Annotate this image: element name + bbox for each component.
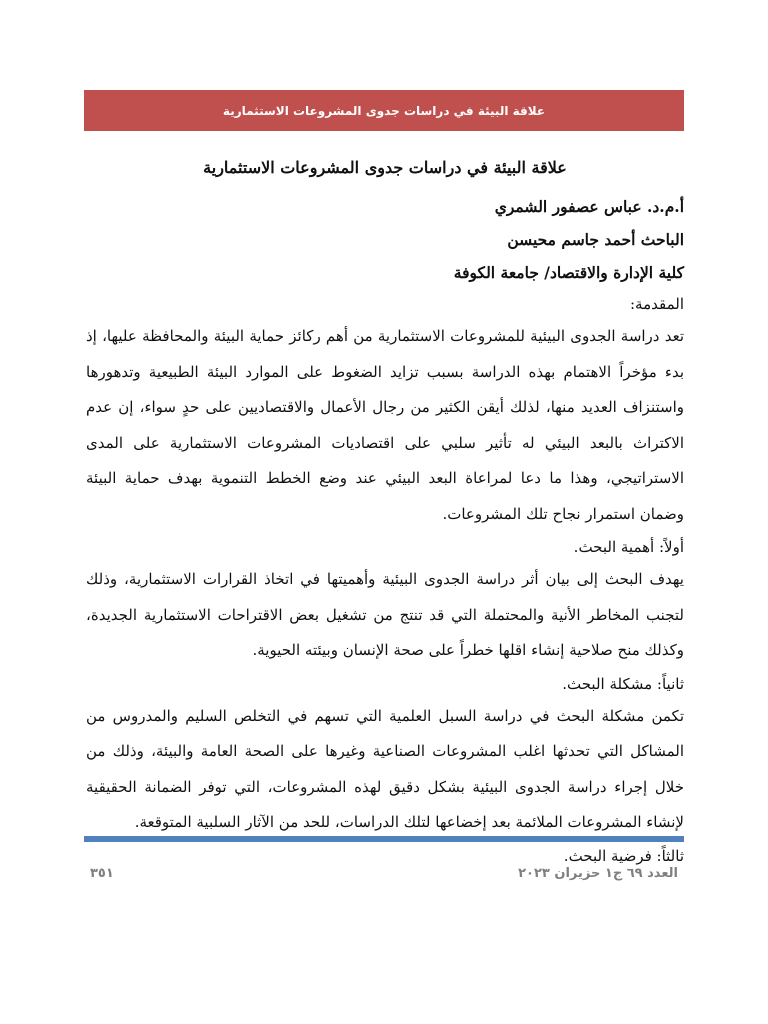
running-header-title: علاقة البيئة في دراسات جدوى المشروعات الاستثمارية bbox=[222, 103, 546, 118]
paragraph-importance: يهدف البحث إلى بيان أثر دراسة الجدوى البيئية وأهميتها في اتخاذ القرارات الاستثمارية، وذلك لتجنب المخاطر الأنية والمحتملة التي قد تنتج من تشغيل بعض الاقتراحات الاستثمارية الجديدة، وكذلك منح صلاحية إنشاء اقلها خطراً على صحة الإنسان وبيئته الحيوية. bbox=[86, 570, 684, 659]
section-heading-problem: ثانياً: مشكلة البحث. bbox=[562, 674, 684, 693]
article-title: علاقة البيئة في دراسات جدوى المشروعات الاستثمارية bbox=[203, 158, 567, 177]
author-secondary: الباحث أحمد جاسم محيسن bbox=[507, 230, 684, 249]
section-heading-importance: أولاً: أهمية البحث. bbox=[573, 538, 684, 556]
running-header-band bbox=[84, 90, 684, 131]
article-body bbox=[86, 150, 684, 871]
section-heading-intro: المقدمة: bbox=[629, 295, 684, 313]
issue-info: العدد ٦٩ ج١ حزيران ٢٠٢٣ bbox=[518, 866, 678, 881]
page-footer bbox=[84, 866, 684, 890]
paragraph-problem: تكمن مشكلة البحث في دراسة السبل العلمية التي تسهم في التخلص السليم والمدروس من المشاكل التي تحدثها اغلب المشروعات الصناعية وغيرها على الصحة العامة والبيئة، وذلك من خلال إجراء دراسة الجدوى البيئية بشكل دقيق لهذه المشروعات، التي توفر الضمانة الحقيقية لإنشاء المشروعات الملائمة بعد إخضاعها لتلك الدراسات، للحد من الآثار السلبية المتوقعة. bbox=[86, 706, 684, 831]
footer-divider bbox=[84, 836, 684, 842]
author-primary: أ.م.د. عباس عصفور الشمري bbox=[494, 197, 684, 216]
affiliation: كلية الإدارة والاقتصاد/ جامعة الكوفة bbox=[453, 263, 684, 282]
paragraph-intro: تعد دراسة الجدوى البيئية للمشروعات الاستثمارية من أهم ركائز حماية البيئة والمحافظة عليها، إذ بدء مؤخراً الاهتمام بهذه الدراسة بسبب تزايد الضغوط على الموارد البيئة الطبيعية وتدهورها واستنزاف العديد منها، لذلك أيقن الكثير من رجال الأعمال والاقتصاديين على حدٍ سواء، إن عدم الاكتراث بالبعد البيئي له تأثير سلبي على اقتصاديات المشروعات الاستثمارية على المدى الاستراتيجي، وهذا ما دعا لمراعاة البعد البيئي عند وضع الخطط التنموية بهدف حماية البيئة وضمان استمرار نجاح تلك المشروعات. bbox=[86, 327, 684, 523]
section-heading-hypothesis: ثالثاً: فرضية البحث. bbox=[563, 846, 684, 865]
page-number: ٣٥١ bbox=[90, 866, 114, 881]
